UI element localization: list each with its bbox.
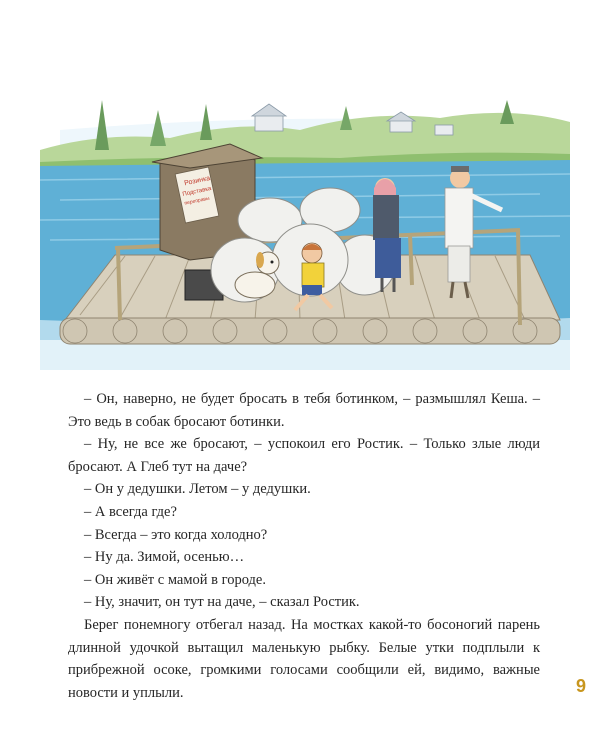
- sign-line-3: переправы: [183, 195, 211, 207]
- paragraph: – Ну, не все же бросают, – успокоил его Ростик. – Только злые люди бросают. А Глеб тут на даче?: [68, 436, 540, 475]
- story-text: [68, 388, 540, 704]
- paragraph: – Всегда – это когда холодно?: [84, 526, 268, 543]
- paragraph: – Ну, значит, он тут на даче, – сказал Ростик.: [84, 594, 360, 611]
- paragraph: – Он живёт с мамой в городе.: [84, 571, 266, 588]
- raft-illustration: [40, 70, 570, 370]
- page-number: 9: [575, 676, 586, 696]
- paragraph: – Он у дедушки. Летом – у дедушки.: [84, 481, 311, 498]
- woman: [373, 178, 401, 292]
- sign-line-1: Розинка: [183, 174, 211, 188]
- paragraph: – Ну да. Зимой, осенью…: [84, 549, 245, 566]
- paragraph: Берег понемногу отбегал назад. На мостках какой-то босоногий парень длинной удочкой вытащил маленькую рыбку. Белые утки подплыли к прибрежной осоке, громкими голосами сообщили ей, видимо, важные новости и уплыли.: [68, 616, 540, 701]
- paragraph: – Он, наверно, не будет бросать в тебя ботинком, – размышлял Кеша. – Это ведь в собак бросают ботинки.: [68, 391, 540, 430]
- paragraph: – А всегда где?: [84, 503, 177, 520]
- sign-line-2: Подставка: [182, 185, 212, 198]
